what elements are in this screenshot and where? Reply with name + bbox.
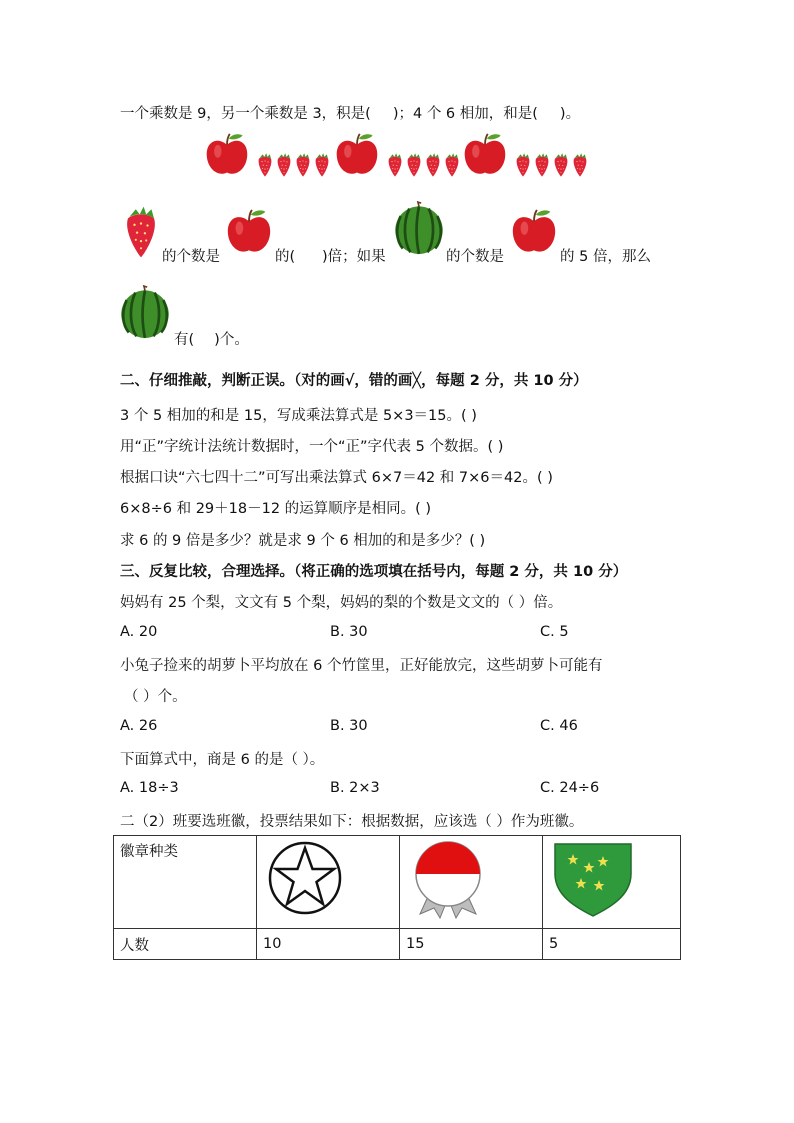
judge-item-1: 3 个 5 相加的和是 15，写成乘法算式是 5×3＝15。( ) (120, 408, 477, 424)
strawberry-icon (297, 153, 310, 176)
strawberry-icon (278, 153, 291, 176)
choice-q4-stem: 二（2）班要选班徽，投票结果如下：根据数据，应该选（ ）作为班徽。 (120, 814, 584, 830)
choice-q3-option-a: A. 18÷3 (120, 780, 179, 796)
choice-q1-option-c: C. 5 (540, 624, 569, 640)
strawberry-icon (555, 153, 568, 176)
q2-text-b: 的( (275, 249, 296, 265)
count-label: 人数 (120, 937, 149, 954)
shield-badge-icon (551, 840, 635, 918)
fruit-row-svg (204, 130, 594, 186)
q2-text-d: 的个数是 (446, 249, 504, 265)
choice-q2-option-a: A. 26 (120, 718, 158, 734)
apple-icon (465, 134, 506, 174)
table-cell (543, 929, 681, 960)
section-3-title: 三、反复比较，合理选择。（将正确的选项填在括号内，每题 2 分，共 10 分） (120, 564, 628, 580)
q1-suffix: )。 (559, 106, 581, 122)
apple-icon (207, 134, 248, 174)
medal-badge-count: 15 (406, 936, 425, 952)
strawberry-icon (316, 153, 329, 176)
choice-q3-option-b: B. 2×3 (330, 780, 380, 796)
choice-q1-option-b: B. 30 (330, 624, 368, 640)
table-cell (257, 929, 400, 960)
medal-badge-icon (408, 840, 488, 920)
star-badge-cell (257, 836, 400, 929)
q2-line2 (174, 328, 249, 349)
apple-icon (510, 206, 558, 258)
judge-item-4: 6×8÷6 和 29＋18－12 的运算顺序是相同。( ) (120, 501, 432, 517)
strawberry-icon (536, 153, 549, 176)
strawberry-icon (574, 153, 587, 176)
watermelon-icon (392, 198, 446, 258)
strawberry-icon (446, 153, 459, 176)
choice-q1-stem: 妈妈有 25 个梨，文文有 5 个梨，妈妈的梨的个数是文文的（ ）倍。 (120, 595, 563, 611)
strawberry-icon (120, 204, 162, 260)
q2-text-e: 的 5 倍，那么 (560, 249, 651, 265)
strawberry-icon (408, 153, 421, 176)
fruit-row (204, 130, 594, 190)
choice-q3-option-c: C. 24÷6 (540, 780, 600, 796)
strawberry-icon (427, 153, 440, 176)
q2-text-c: )倍；如果 (322, 249, 386, 265)
strawberry-icon (389, 153, 402, 176)
table-cell (114, 929, 257, 960)
table-cell (400, 929, 543, 960)
badge-type-label: 徽章种类 (120, 844, 178, 860)
table-row (114, 836, 681, 929)
strawberry-icon (259, 153, 272, 176)
choice-q2-option-c: C. 46 (540, 718, 578, 734)
watermelon-icon (118, 282, 172, 342)
judge-item-5: 求 6 的 9 倍是多少？就是求 9 个 6 相加的和是多少？( ) (120, 533, 486, 549)
shield-badge-count: 5 (549, 936, 559, 952)
choice-q3-stem: 下面算式中，商是 6 的是（ ）。 (120, 752, 325, 768)
medal-badge-cell (400, 836, 543, 929)
section-2-title: 二、仔细推敲，判断正误。（对的画√，错的画╳，每题 2 分，共 10 分） (120, 373, 588, 389)
q2-text-f: 有( (174, 332, 195, 348)
choice-q1-option-a: A. 20 (120, 624, 158, 640)
shield-badge-cell (543, 836, 681, 929)
judge-item-2: 用“正”字统计法统计数据时，一个“正”字代表 5 个数据。( ) (120, 439, 504, 455)
question-1 (120, 102, 580, 123)
choice-q2-stem-cont: （ ）个。 (124, 689, 187, 705)
table-row (114, 929, 681, 960)
apple-icon (225, 206, 273, 258)
q2-text-a: 的个数是 (162, 249, 220, 265)
star-badge-icon (267, 840, 347, 916)
choice-q2-stem: 小兔子捡来的胡萝卜平均放在 6 个竹筐里，正好能放完，这些胡萝卜可能有 (120, 658, 603, 674)
q1-prefix: 一个乘数是 9，另一个乘数是 3，积是( (120, 106, 371, 122)
badge-vote-table (113, 835, 681, 960)
table-header-cell (114, 836, 257, 929)
strawberry-icon (517, 153, 530, 176)
q1-mid: )；4 个 6 相加，和是( (392, 106, 538, 122)
choice-q2-option-b: B. 30 (330, 718, 368, 734)
q2-text-g: )个。 (214, 332, 249, 348)
judge-item-3: 根据口诀“六七四十二”可写出乘法算式 6×7＝42 和 7×6＝42。( ) (120, 470, 553, 486)
star-badge-count: 10 (263, 936, 282, 952)
apple-icon (337, 134, 378, 174)
